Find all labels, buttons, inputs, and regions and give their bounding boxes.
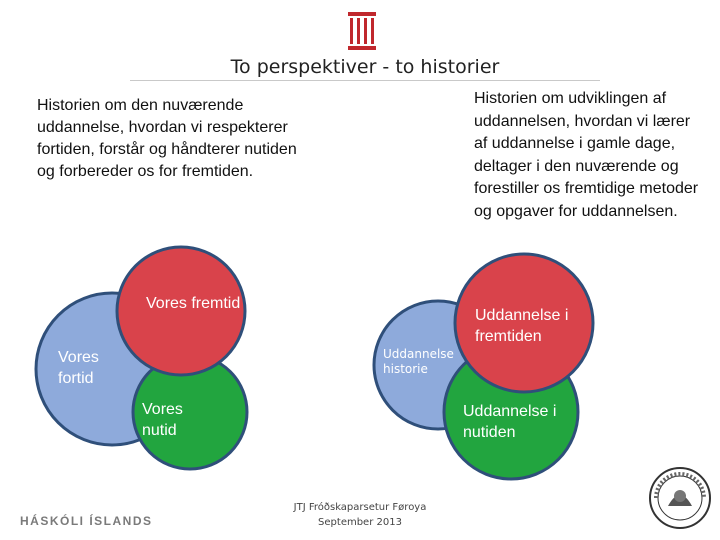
- left-paragraph: Historien om den nuværende uddannelse, hvordan vi respekterer fortiden, forstår og håndterer nutiden og forbereder os for fremtiden.: [37, 97, 297, 180]
- slide-title: To perspektiver - to historier: [230, 56, 500, 78]
- footer-credit-line1: JTJ Fróðskaparsetur Føroya: [293, 502, 427, 513]
- university-wordmark: HÁSKÓLI ÍSLANDS: [20, 514, 153, 528]
- label-vores-fortid: Vores fortid: [58, 349, 99, 387]
- label-uddannelse-nutiden: Uddannelse i nutiden: [463, 403, 557, 441]
- right-paragraph: Historien om udviklingen af uddannelsen, hvordan vi lærer af uddannelse i gamle dage, deltager i den nuværende og forestiller os fremtidige metoder og opgaver for uddannelsen.: [474, 90, 699, 220]
- label-uddannelse-fremtiden: Uddannelse i fremtiden: [475, 307, 569, 345]
- footer-credit-line2: September 2013: [318, 517, 402, 528]
- label-uddannelse-historie: Uddannelse historie: [383, 347, 454, 376]
- university-seal-icon: [648, 466, 712, 530]
- label-vores-nutid: Vores nutid: [142, 401, 183, 439]
- label-vores-fremtid: Vores fremtid: [146, 295, 241, 312]
- footer-credit: [260, 500, 460, 530]
